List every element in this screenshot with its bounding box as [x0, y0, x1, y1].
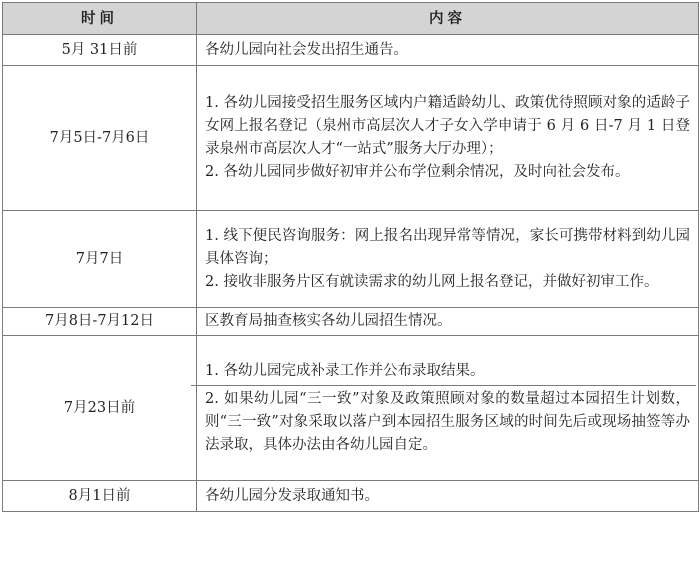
row-content — [197, 35, 699, 66]
row-content — [197, 308, 699, 336]
content-item: 1. 各幼儿园接受招生服务区域内户籍适龄幼儿、政策优待照顾对象的适龄子女网上报名登记（泉州市高层次人才子女入学申请于 6 月 6 日-7 月 1 日登录泉州市高层次人才“一站式”服务大厅办理）； — [205, 95, 690, 157]
content-item: 2. 各幼儿园同步做好初审并公布学位剩余情况，及时向社会发布。 — [205, 164, 630, 180]
table-row — [3, 308, 699, 336]
header-time: 时间 — [3, 3, 197, 35]
table-row — [3, 66, 699, 211]
content-item: 2. 接收非服务片区有就读需求的幼儿网上报名登记，并做好初审工作。 — [205, 273, 659, 290]
content-item: 2. 如果幼儿园“三一致”对象及政策照顾对象的数量超过本园招生计划数，则“三一致”对象采取以落户到本园招生服务区域的时间先后或现场抽签等办法录取，具体办法由各幼儿园自定。 — [191, 385, 696, 457]
row-time: 7月7日 — [3, 211, 197, 308]
row-content — [197, 336, 699, 481]
row-time: 8月1日前 — [3, 481, 197, 512]
table-row — [3, 481, 699, 512]
row-content — [197, 211, 699, 308]
row-time: 7月5日-7月6日 — [3, 66, 197, 211]
row-content — [197, 66, 699, 211]
content-item: 各幼儿园向社会发出招生通告。 — [205, 41, 408, 58]
content-item: 各幼儿园分发录取通知书。 — [205, 487, 379, 504]
row-time: 7月8日-7月12日 — [3, 308, 197, 336]
content-item: 1. 各幼儿园完成补录工作并公布录取结果。 — [205, 362, 485, 379]
row-time: 7月23日前 — [3, 336, 197, 481]
table-row — [3, 35, 699, 66]
enrollment-schedule-table — [2, 2, 699, 512]
row-content — [197, 481, 699, 512]
content-item: 1. 线下便民咨询服务：网上报名出现异常等情况，家长可携带材料到幼儿园具体咨询； — [205, 227, 690, 267]
header-content: 内容 — [197, 3, 699, 35]
table-row — [3, 211, 699, 308]
table-row — [3, 336, 699, 481]
row-time: 5月 31日前 — [3, 35, 197, 66]
content-item: 区教育局抽查核实各幼儿园招生情况。 — [205, 313, 452, 329]
table-header-row — [3, 3, 699, 35]
